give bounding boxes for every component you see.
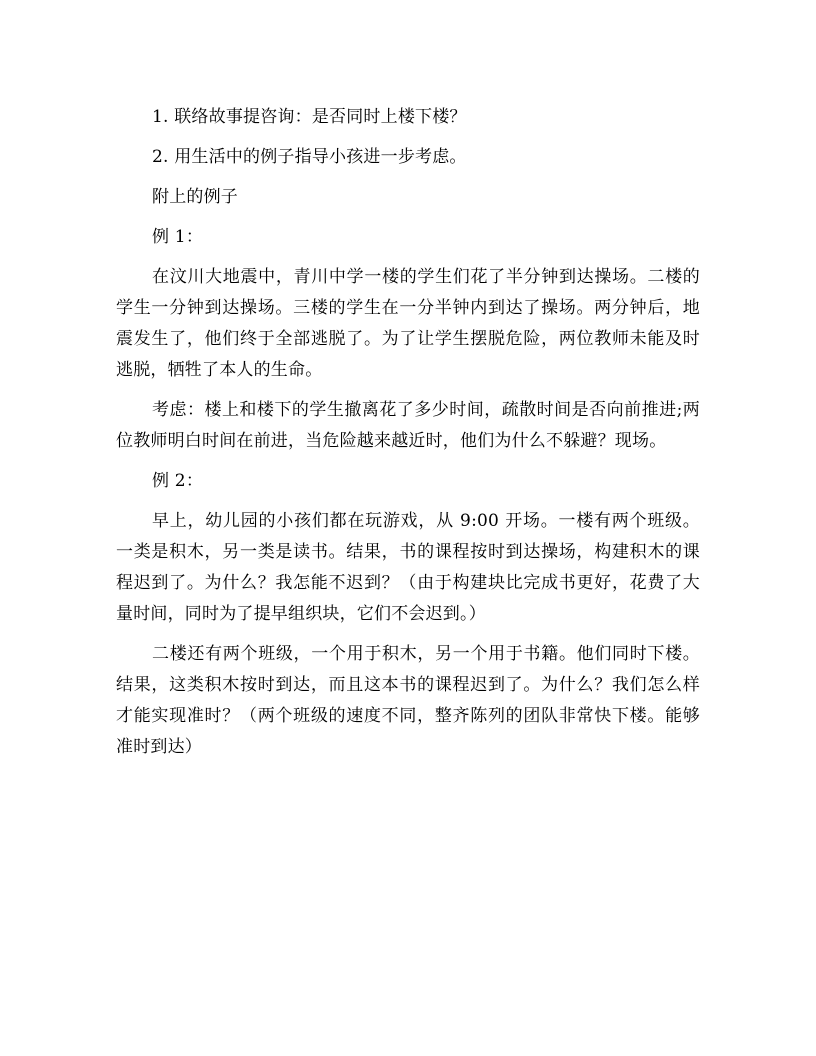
paragraph-example-1-label: 例 1：	[152, 227, 204, 247]
paragraph-question-1: 1. 联络故事提咨询：是否同时上楼下楼？	[152, 107, 467, 127]
paragraph-examples-heading: 附上的例子	[152, 187, 238, 207]
paragraph-example-1-story: 在汶川大地震中，青川中学一楼的学生们花了半分钟到达操场。二楼的学生一分钟到达操场。三楼的学生在一分半钟内到达了操场。两分钟后，地震发生了，他们终于全部逃脱了。为了让学生摆脱危险，两位教师未能及时逃脱，牺牲了本人的生命。	[116, 267, 700, 380]
paragraph-example-1-reflection: 考虑：楼上和楼下的学生撤离花了多少时间，疏散时间是否向前推进;两位教师明白时间在前进，当危险越来越近时，他们为什么不躲避？现场。	[116, 400, 700, 451]
paragraph-example-2-label: 例 2：	[152, 471, 204, 491]
paragraph-question-2: 2. 用生活中的例子指导小孩进一步考虑。	[152, 147, 467, 167]
paragraph-example-2-first-floor: 早上，幼儿园的小孩们都在玩游戏，从 9:00 开场。一楼有两个班级。一类是积木，另一类是读书。结果，书的课程按时到达操场，构建积木的课程迟到了。为什么？我怎能不迟到？（由于构建块比完成书更好，花费了大量时间，同时为了提早组织块，它们不会迟到。）	[116, 511, 700, 624]
document-body	[116, 102, 700, 763]
paragraph-example-2-second-floor: 二楼还有两个班级，一个用于积木，另一个用于书籍。他们同时下楼。结果，这类积木按时到达，而且这本书的课程迟到了。为什么？我们怎么样才能实现准时？（两个班级的速度不同，整齐陈列的团队非常快下楼。能够准时到达）	[116, 644, 700, 757]
